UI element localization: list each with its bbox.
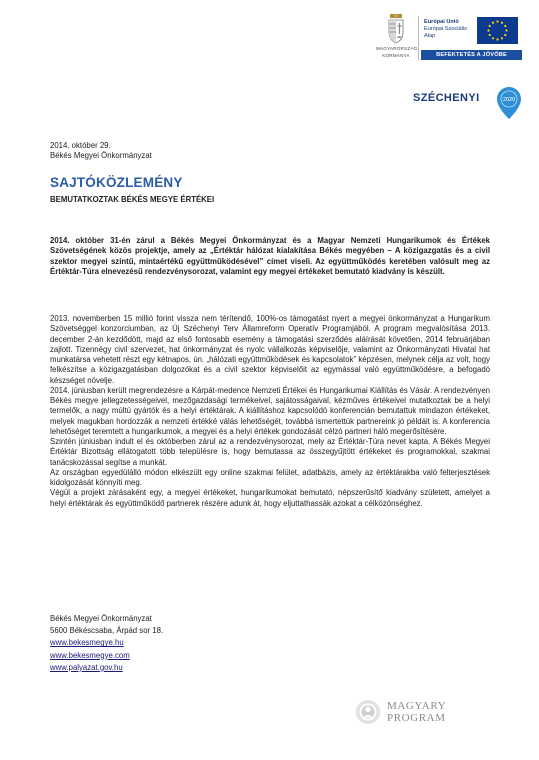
logo-divider: [418, 16, 419, 60]
body-paragraph: 2014. júniusban került megrendezésre a Kárpát-medence Nemzeti Értékei és Hungarikumai Kiállítás és Vásár. A rendezvényen Békés megye jellegzetességeivel, mezőgazdasági termékeivel, sajátosságaival, kézműves értékeivel mutatkoztak be a helyi termelők, a nagy múltú gyártók és a helyi értéktárak. A kiállításhoz kapcsolódó konferencián bemutattuk mindazon értékeket, melyek magukban hordozzák a nemzeti értékké válás lehetőségét, továbbá ismertettük partnereink jó példáit is. A konferencia lehetőséget teremtett a hungarikumok, a megyei és a helyi értékek gondozását célzó partneri háló megerősítésére.: [50, 385, 490, 436]
magyary-line-1: MAGYARY: [387, 700, 447, 712]
eu-logo-block: [421, 14, 522, 72]
lead-paragraph: 2014. október 31-én zárul a Békés Megyei Önkormányzat és a Magyar Nemzeti Hungarikumok és Értékek Szövetségének közös projektje, amely az „Értéktár hálózat kialakítása Békés megyében – A közigazgatás és a civil szektor megyei szintű, mintaértékű együttműködésével” címet viseli. Az együttműködés keretében valósult meg az Értéktár-Túra elnevezésű rendezvénysorozat, valamint egy megyei értékeket bemutató kiadvány is készült.: [50, 236, 490, 276]
footer-org: Békés Megyei Önkormányzat: [50, 614, 152, 623]
magyary-program-logo: [354, 697, 464, 731]
magyary-emblem-icon: [354, 698, 382, 726]
footer-address: 5600 Békéscsaba, Árpád sor 18.: [50, 626, 164, 636]
document-date: 2014. október 29.: [50, 141, 111, 150]
eu-text-line-2: Európai Szociális: [424, 26, 467, 32]
body-text: [50, 314, 490, 509]
szechenyi-badge-text: 2020: [502, 97, 516, 103]
eu-flag-icon: [477, 17, 518, 44]
issuer-name: Békés Megyei Önkormányzat: [50, 151, 152, 160]
hungarian-government-logo: [376, 14, 416, 68]
contact-footer: [50, 613, 163, 674]
government-logo-line-1: MAGYARORSZÁG: [376, 46, 418, 51]
government-logo-line-2: KORMÁNYA: [382, 53, 410, 58]
eu-fund-text: [424, 19, 476, 40]
magyary-text: [387, 700, 446, 724]
location-badge-icon: [496, 86, 522, 120]
body-paragraph: 2013. novemberben 15 millió forint vissza nem térítendő, 100%-os támogatást nyert a megyei önkormányzat a Hungarikum Szövetséggel konzorciumban, az Új Széchenyi Terv Államreform Operatív Programjából. A program megvalósítása 2013. december 2-án kezdődött, majd az első fontosabb esemény a támogatási szerződés aláírását követően, 2014 februárjában zajlott. Tizennégy civil szervezet, hat önkormányzat és nyolc vállalkozás képviselője, valamint az Önkormányzati Hivatal hat munkatársa vehetett részt egy kétnapos, ún. „hálózati együttműködések és kapcsolatok” képzésen, melynek célja az volt, hogy felkészítse a közigazgatásban dolgozókat és a civil szektor képviselőit az egymással való együttműködésre, a befogadó készséget növelje.: [50, 314, 490, 385]
page-subtitle: BEMUTATKOZTAK BÉKÉS MEGYE ÉRTÉKEI: [50, 195, 215, 204]
eu-text-line-3: Alap: [424, 33, 436, 39]
link-bekesmegye-hu[interactable]: www.bekesmegye.hu: [50, 638, 124, 648]
link-palyazat-gov-hu[interactable]: www.palyazat.gov.hu: [50, 662, 123, 672]
body-paragraph: Szintén júniusban indult el és októberben zárul az a rendezvénysorozat, mely az Értéktár-Túra nevet kapta. A Békés Megyei Értéktár Bizottság ellátogatott több településre is, hogy bemutassa az összegyűjtött értékeket és programokkal, szakmai tanácskozással segítse a munkát.: [50, 437, 490, 467]
link-bekesmegye-com[interactable]: www.bekesmegye.com: [50, 650, 130, 660]
eu-banner: BEFEKTETÉS A JÖVŐBE: [421, 50, 522, 60]
magyary-line-2: PROGRAM: [387, 712, 446, 724]
body-paragraph: Az országban egyedülálló módon elkészült egy online szakmai felület, adatbázis, amely az értéktárakba való felterjesztések kidolgozását könnyíti meg.: [50, 467, 490, 487]
body-paragraph: Végül a projekt zárásaként egy, a megyei értékeket, hungarikumokat bemutató, népszerűsítő kiadvány született, amelyet a helyi értéktárak és együttműködő partnerek részére adunk át, hogy eljuttathassák azokat a célközönséghez.: [50, 488, 490, 508]
szechenyi-text: SZÉCHENYI: [413, 92, 480, 104]
page-title: SAJTÓKÖZLEMÉNY: [50, 175, 183, 190]
eu-text-line-1: Európai Unió: [424, 19, 459, 25]
szechenyi-2020-logo: [413, 86, 523, 122]
coat-of-arms-icon: [386, 14, 406, 44]
